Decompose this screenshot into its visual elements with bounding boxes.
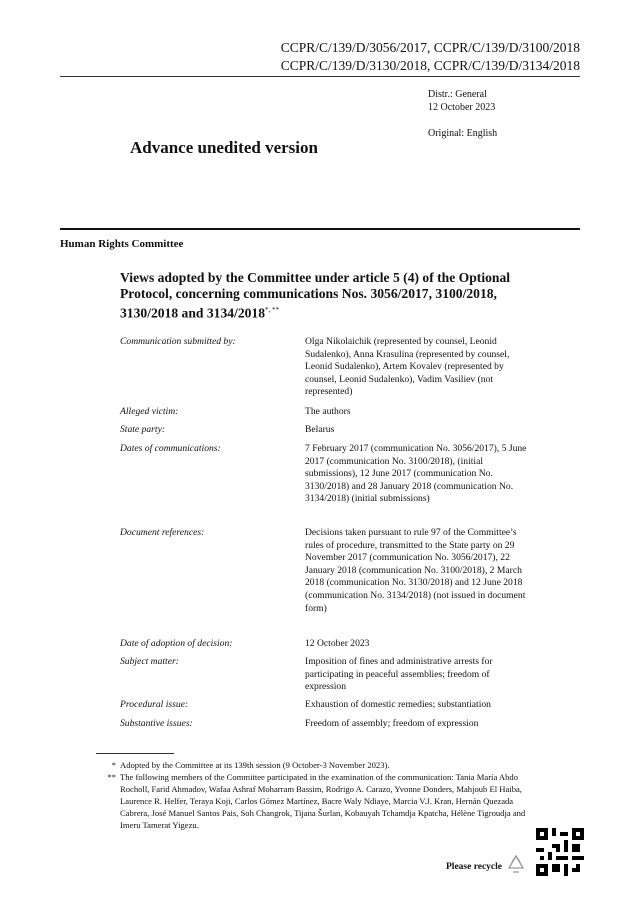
recycle-icon (505, 853, 527, 875)
please-recycle-label: Please recycle (446, 862, 502, 872)
advance-version-label: Advance unedited version (130, 138, 318, 157)
qr-code-icon (536, 828, 584, 876)
document-page: CCPR/C/139/D/3056/2017, CCPR/C/139/D/3100/2018 CCPR/C/139/D/3130/2018, CCPR/C/139/D/3134/2018 Distr.: General 12 October 2023 Original: English Advance unedited version Human Rights Committee Views adopted by the Committee under article 5 (4) of the Optional Protocol, concerning communications Nos. 3056/2017, 3100/2018, 3130/2018 and 3134/2018*, ** Communication submitted by: Olga Nikolaichik (represented by counsel, Leonid Sudalenko), Anna Krasulina (represented by counsel, Leonid Sudalenko), Artem Kovalev (represented by counsel, Leonid Sudalenko), Vadim Vasiliev (not represented) Alleged victim: The authors State party: Belarus Dates of communications: 7 February 2017 (communication No. 3056/2017), 5 June 2017 (communication No. 3100/2018), (initial submissions), 12 June 2017 (communication No. 3130/2018) and 28 January 2018 (communication No. 3134/2018) (initial submissions) Document references: Decisions taken pursuant to rule 97 of the Committee’s rules of procedure, transmitted to the State party on 29 November 2017 (communication No. 3056/2017), 22 January 2018 (communication No. 3100/2018), 2 March 2018 (communication No. 3130/2018) and 12 June 2018 (communication No. 3134/2018) (not issued in document form) Date of adoption of decision: 12 October 2023 Subject matter: Imposition of fines and administrative arrests for participating in peaceful assemblies; freedom of expression Procedural issue: Exhaustion of domestic remedies; substantiation Substantive issues: Freedom of assembly; freedom of expression * Adopted by the Committee at its 139th session (9 October-3 November 2023). ** The following members of the Committee participated in the examination of the communication: Tania María Abdo Rocholl, Farid Ahmadov, Wafaa Ashraf Moharram Bassim, Rodrigo A. Carazo, Yvonne Donders, Mahjoub El Haiba, Laurence R. Helfer, Teraya Koji, Carlos Gómez Martínez, Bacre Waly Ndiaye, Marcia V.J. Kran, Hernán Quezada Cabrera, José Manuel Santos Pais, Soh Changrok, Tijana Šurlan, Kobauyah Tchamdja Kpatcha, Hélène Tigroudja and Imeru Tamerat Yigezu. Please recycle (0, 0, 640, 905)
distribution: Distr.: General (428, 89, 487, 100)
title-footnote-marks: *, ** (265, 306, 280, 314)
footnote-1: * Adopted by the Committee at its 139th session (9 October-3 November 2023). (111, 760, 390, 770)
original-language: Original: English (428, 128, 498, 139)
thick-rule (60, 228, 580, 230)
header-rule (60, 76, 580, 77)
body-title: Human Rights Committee (60, 238, 184, 250)
document-symbol-1: CCPR/C/139/D/3056/2017, CCPR/C/139/D/3100/2018 (280, 40, 580, 55)
footnote-rule (96, 753, 174, 754)
footnote-2: ** The following members of the Committee participated in the examination of the communication: Tania María Abdo Rocholl, Farid Ahmadov, Wafaa Ashraf Moharram Bassim, Rodrigo A. Carazo, Yvonne Donders, Mahjoub El Haiba, Laurence R. Helfer, Teraya Koji, Carlos Gómez Martínez, Bacre Waly Ndiaye, Marcia V.J. Kran, Hernán Quezada Cabrera, José Manuel Santos Pais, Soh Changrok, Tijana Šurlan, Kobauyah Tchamdja Kpatcha, Hélène Tigroudja and Imeru Tamerat Yigezu. (107, 772, 526, 830)
issue-date: 12 October 2023 (428, 102, 496, 113)
document-symbol-2: CCPR/C/139/D/3130/2018, CCPR/C/139/D/3134/2018 (280, 58, 580, 73)
document-title: Views adopted by the Committee under article 5 (4) of the Optional Protocol, concerning communications Nos. 3056/2017, 3100/2018, 3130/2018 and 3134/2018*, ** (120, 270, 511, 321)
